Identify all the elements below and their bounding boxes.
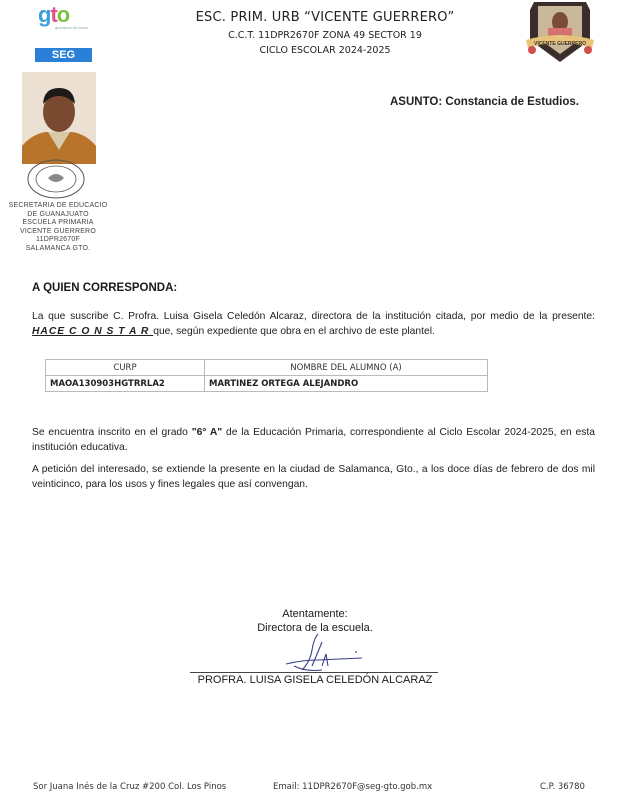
paragraph-request: A petición del interesado, se extiende la presente en la ciudad de Salamanca, Gto., a los doce días de febrero de dos mil veinticinco, para los usos y fines legales que así convengan. [32,464,595,490]
stamp-line: 11DPR2670F [36,236,80,244]
paragraph-intro-text-end: que, según expediente que obra en el archivo de este plantel. [153,326,435,337]
crest-banner-text: VICENTE GUERRERO [534,41,586,47]
footer-address: Sor Juana Inés de la Cruz #200 Col. Los Pinos [33,782,227,792]
school-crest [524,0,596,66]
seg-logo: SEG [35,48,92,62]
grade: "6° A" [191,427,223,438]
school-cycle: CICLO ESCOLAR 2024-2025 [259,45,391,56]
subject-value: Constancia de Estudios. [442,96,579,108]
paragraph-enrollment-text: Se encuentra inscrito en el grado [32,427,192,438]
signature-dot [355,651,357,653]
school-cct: C.C.T. 11DPR2670F ZONA 49 SECTOR 19 [228,30,422,41]
signer-name: PROFRA. LUISA GISELA CELEDÓN ALCARAZ [197,674,433,686]
paragraph-intro-text: La que suscribe C. Profra. Luisa Gisela Celedón Alcaraz, directora de la institución citada, por medio de la presente: [32,311,595,322]
student-table [45,359,488,392]
crest-flower-right [584,46,592,54]
header-curp: CURP [46,360,205,376]
paragraph-intro [32,309,595,339]
stamp-text [0,202,116,254]
table-row [46,376,488,392]
paragraph-enrollment-text-end: de la Educación Primaria, correspondiente al Ciclo Escolar 2024-2025, en esta institución educativa. [32,427,595,453]
paragraph-enrollment [32,425,595,455]
closing-atentamente: Atentamente: [282,608,348,620]
stamp-line: SECRETARIA DE EDUCACIO [8,202,108,209]
hace-constar: HACE C O N S T A R [32,326,154,337]
table-header-row [46,360,488,376]
gto-logo [38,4,88,38]
subject-label: ASUNTO: [390,96,443,108]
stamp-line: VICENTE GUERRERO [20,227,96,235]
closing-role: Directora de la escuela. [257,622,373,634]
subject-line [390,96,579,108]
stamp-emblem [48,174,64,182]
crest-flower-left [528,46,536,54]
greeting: A QUIEN CORRESPONDA: [32,282,178,294]
cell-nombre: MARTINEZ ORTEGA ALEJANDRO [205,376,488,392]
school-name: ESC. PRIM. URB “VICENTE GUERRERO” [195,10,455,25]
stamp-line: DE GUANAJUATO [27,210,89,218]
header-nombre: NOMBRE DEL ALUMNO (A) [205,360,488,376]
footer-email: Email: 11DPR2670F@seg-gto.gob.mx [273,782,433,792]
stamp-line: ESCUELA PRIMARIA [22,219,94,227]
school-stamp [26,158,86,200]
footer-postal-code: C.P. 36780 [540,782,585,792]
gto-logo-wordmark: gto [38,2,70,27]
signature-line [190,672,438,673]
stamp-line: SALAMANCA GTO. [25,244,91,252]
gto-tagline: grandeza de todos [54,25,88,30]
signature-stroke [286,634,362,671]
cell-curp: MAOA130903HGTRRLA2 [46,376,205,392]
student-photo [22,72,96,164]
signature [282,630,372,674]
